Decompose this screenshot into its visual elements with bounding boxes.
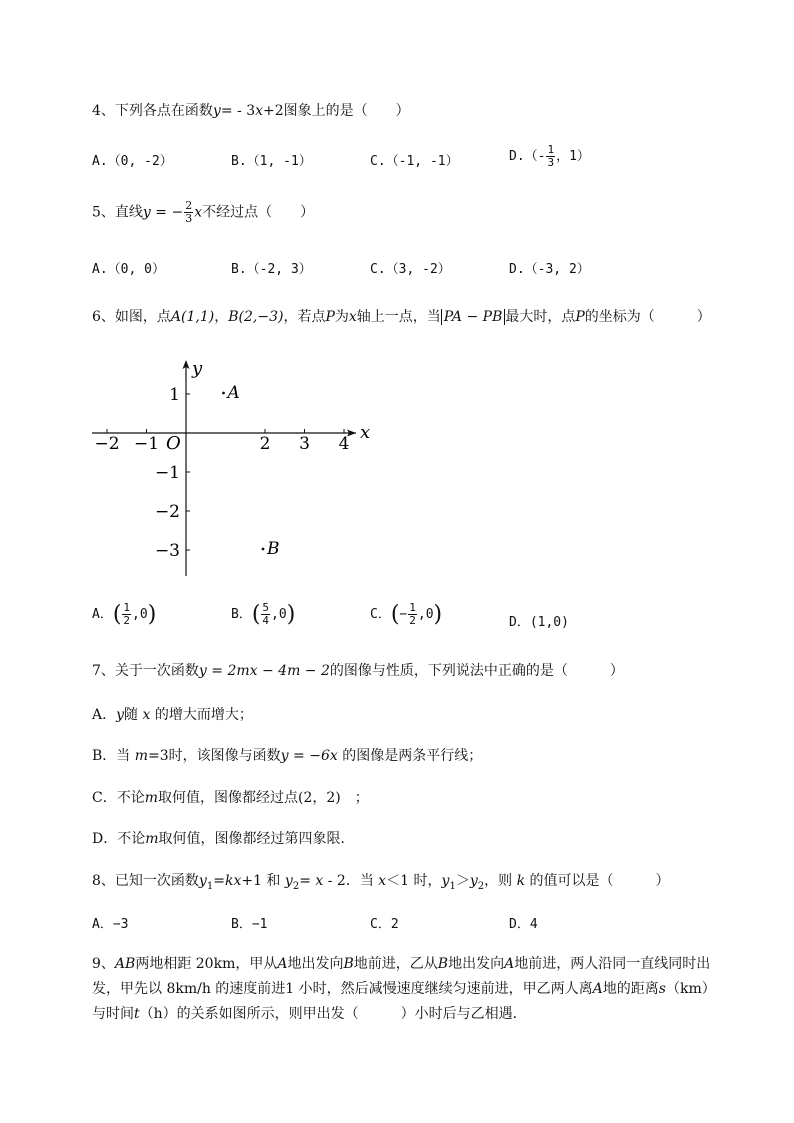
q7-func: y = 2mx − 4m − 2 [198, 663, 330, 679]
point-a-label: A [227, 383, 240, 403]
q7-c-pre: C．不论 [92, 790, 145, 806]
q4-d-num: 1 [547, 143, 555, 156]
q8-x2: x [315, 873, 324, 889]
q9-b1: B [343, 956, 354, 972]
q6-p: P [325, 309, 335, 325]
q6-a-den: 2 [123, 614, 131, 627]
q8-option-a[interactable]: A．−3 [92, 917, 129, 932]
question-6 [92, 306, 711, 326]
q4-var: x [255, 103, 264, 119]
q6-prefix: 6、如图，点 [92, 309, 171, 325]
q4-option-a[interactable]: A.（0, ‐2） [92, 154, 173, 169]
q9-l1d: 地前进，乙从 [353, 956, 438, 972]
q9-a2: A [504, 956, 515, 972]
q6-c-label: C． [370, 607, 391, 622]
question-5 [92, 200, 314, 225]
q4-d-post: ，1） [556, 149, 590, 164]
q6-suffix: 的坐标为（ ） [584, 309, 711, 325]
q7-a-x: x [142, 707, 151, 723]
q6-b-lparen: ( [251, 602, 261, 627]
q6-option-a[interactable] [92, 602, 156, 627]
q6-b-label: B． [231, 607, 252, 622]
q8-y1: y [198, 873, 207, 889]
q8-y3: y [441, 873, 450, 889]
q8-x3: x [378, 873, 387, 889]
q7-d-pre: D．不论 [92, 831, 146, 847]
q7-d-post: 取何值，图像都经过第四象限． [158, 831, 355, 847]
q6-a-num: 1 [123, 601, 131, 614]
q7-c-m: m [144, 790, 158, 806]
q6-options [92, 602, 732, 636]
q9-s: s [658, 981, 666, 997]
q5-option-b[interactable]: B.（‐2, 3） [231, 262, 312, 277]
q5-num: 2 [185, 199, 193, 212]
q6-c-rparen: ) [433, 602, 443, 627]
q9-line-2 [92, 977, 732, 1002]
q8-t4: ，则 [484, 873, 517, 889]
q9-t: t [134, 1006, 140, 1022]
q4-option-c[interactable]: C.（‐1, ‐1） [370, 154, 459, 169]
q6-point-b: B(2,−3) [228, 309, 284, 325]
q9-line-1 [92, 952, 732, 977]
q6-option-c[interactable] [370, 602, 442, 627]
q6-sep: ， [214, 309, 229, 325]
q5-eq: = − [150, 204, 184, 221]
q5-den: 3 [185, 212, 193, 225]
q9-l1e: 地出发向 [448, 956, 505, 972]
q6-point-a: A(1,1) [170, 309, 215, 325]
q6-a-label: A． [92, 607, 113, 622]
q4-suffix: 图象上的是（ ） [283, 103, 410, 119]
point-b-label: B [267, 539, 280, 559]
q9-l2c: （km） [665, 981, 716, 997]
q9-l2a: 发，甲先以 8km/h 的速度前进1 小时，然后减慢速度继续匀速前进，甲乙两人离 [92, 981, 593, 997]
q9-a1: A [277, 956, 288, 972]
q6-d-val: (1,0) [529, 615, 569, 630]
q4-d-den: 3 [547, 156, 555, 169]
q6-mid3: 轴上一点，当 [356, 309, 441, 325]
q8-k2: k [516, 873, 526, 889]
q6-b-num: 5 [262, 601, 270, 614]
q7-b-m: m [134, 748, 149, 764]
q6-option-d[interactable] [509, 611, 569, 630]
q5-option-c[interactable]: C.（3, ‐2） [370, 262, 451, 277]
q9-l3a: 与时间 [92, 1006, 134, 1022]
q7-d-m: m [145, 831, 159, 847]
coordinate-graph [88, 356, 378, 586]
q8-suffix: 的值可以是（ ） [525, 873, 670, 889]
q6-option-b[interactable] [231, 602, 295, 627]
y-tick-label-0: 1 [169, 385, 180, 405]
q4-option-d[interactable] [509, 144, 590, 169]
q9-ab: AB [114, 956, 136, 972]
q6-c-lparen: ( [390, 602, 400, 627]
point-b-dot [262, 548, 265, 551]
y-tick-label-1: −1 [154, 463, 180, 483]
y-tick-label-3: −3 [154, 541, 180, 561]
q6-mid2: 为 [334, 309, 349, 325]
q8-k: k [224, 873, 234, 889]
x-axis-label: x [360, 422, 371, 443]
q6-a-tail: ,0 [132, 607, 148, 622]
q7-b-mid: =3时，该图像与函数 [148, 748, 281, 764]
q6-mid4: 最大时，点 [505, 309, 576, 325]
q4-eq: = ‐ 3 [220, 103, 256, 119]
q9-l1b: 两地相距 20km，甲从 [135, 956, 278, 972]
q5-var: x [194, 204, 203, 221]
q6-c-neg: − [399, 607, 408, 622]
q5-prefix: 5、直线 [92, 204, 143, 221]
q9-l2b: 地的距离 [602, 981, 659, 997]
q8-t1: +1 和 [241, 873, 285, 889]
q8-x1: x [233, 873, 242, 889]
q8-eq1: = [213, 873, 225, 889]
q7-b-pre: B．当 [92, 748, 135, 764]
q9-l1a: 9、 [92, 956, 115, 972]
q8-option-b[interactable]: B．−1 [231, 917, 268, 932]
x-tick-label-2: 2 [259, 434, 271, 454]
q7-a-post: 的增大而增大； [150, 707, 253, 723]
q6-a-rparen: ) [147, 602, 157, 627]
q8-s1: 1 [206, 880, 214, 892]
q6-c-frac [408, 602, 417, 627]
q7-suffix: 的图像与性质，下列说法中正确的是（ ） [329, 663, 624, 679]
x-tick-label-0: −2 [94, 434, 120, 454]
q7-b-func: y = −6x [280, 748, 338, 764]
q4-option-b[interactable]: B.（1, ‐1） [231, 154, 312, 169]
q6-c-tail: ,0 [417, 607, 434, 622]
q7-option-a[interactable] [92, 704, 253, 724]
q4-func: y [212, 103, 221, 119]
q8-t3: ＜1 时， [386, 873, 442, 889]
q8-prefix: 8、已知一次函数 [92, 873, 199, 889]
q6-x: x [348, 309, 357, 325]
x-tick-label-1: −1 [133, 434, 160, 454]
point-a-dot [222, 392, 225, 395]
q5-func: y [142, 204, 151, 221]
q8-y4: y [469, 873, 478, 889]
q7-a-pre: A． [92, 707, 117, 723]
q8-s3: 1 [449, 880, 456, 892]
q5-options [92, 258, 732, 280]
origin-label: O [166, 433, 181, 454]
q6-mid: ，若点 [283, 309, 326, 325]
q6-abs: PA − PB [441, 309, 506, 325]
q4-options [92, 143, 732, 172]
q5-frac [184, 200, 193, 225]
q6-d-label: D． [509, 615, 530, 630]
q7-option-c[interactable] [92, 787, 369, 807]
q7-a-mid: 随 [124, 707, 143, 723]
question-7 [92, 660, 624, 680]
q6-p2: P [575, 309, 585, 325]
q6-c-num: 1 [409, 601, 416, 614]
q6-a-lparen: ( [112, 602, 122, 627]
q9-a3: A [592, 981, 603, 997]
question-8 [92, 870, 670, 892]
q8-gt: ＞ [455, 873, 470, 889]
y-axis-label: y [192, 358, 203, 379]
q9-l1f: 地前进，两人沿同一直线同时出 [514, 956, 711, 972]
q7-a-y: y [116, 707, 125, 723]
q8-y2: y [284, 873, 293, 889]
q8-eq2: = [299, 873, 316, 889]
q5-option-d[interactable]: D.（‐3, 2） [509, 262, 590, 277]
question-9 [92, 952, 732, 1027]
q8-s2: 2 [292, 880, 300, 892]
x-tick-label-3: 3 [299, 434, 310, 454]
q6-b-rparen: ) [286, 602, 296, 627]
q4-tail: +2 [263, 103, 284, 119]
q6-a-frac [122, 602, 131, 627]
question-4 [92, 100, 410, 120]
q8-s4: 2 [477, 880, 485, 892]
q6-c-den: 2 [409, 614, 416, 627]
x-tick-label-4: 4 [338, 434, 350, 454]
q7-c-post: 取何值，图像都经过点(2，2) ； [158, 790, 369, 806]
q6-b-tail: ,0 [271, 607, 287, 622]
q8-t2: ‐ 2．当 [323, 873, 379, 889]
q4-d-frac [546, 144, 555, 169]
q9-l1c: 地出发向 [287, 956, 344, 972]
q6-b-frac [261, 602, 270, 627]
q4-prefix: 4、下列各点在函数 [92, 103, 213, 119]
q7-option-d[interactable] [92, 828, 355, 848]
q9-line-3 [92, 1002, 732, 1027]
q8-options [92, 913, 732, 935]
q9-b2: B [437, 956, 449, 972]
q5-suffix: 不经过点（ ） [202, 204, 315, 221]
q8-option-c[interactable]: C．2 [370, 917, 399, 932]
q7-option-b[interactable] [92, 745, 482, 765]
q5-option-a[interactable]: A.（0, 0） [92, 262, 165, 277]
q4-d-pre: D.（‐ [509, 149, 546, 164]
q7-b-post: 的图像是两条平行线； [337, 748, 483, 764]
q7-prefix: 7、关于一次函数 [92, 663, 199, 679]
q9-l3b: （h）的关系如图所示，则甲出发（ ）小时后与乙相遇． [139, 1006, 527, 1022]
y-tick-label-2: −2 [154, 502, 180, 522]
q8-option-d[interactable]: D．4 [509, 917, 538, 932]
q6-b-den: 4 [262, 614, 270, 627]
